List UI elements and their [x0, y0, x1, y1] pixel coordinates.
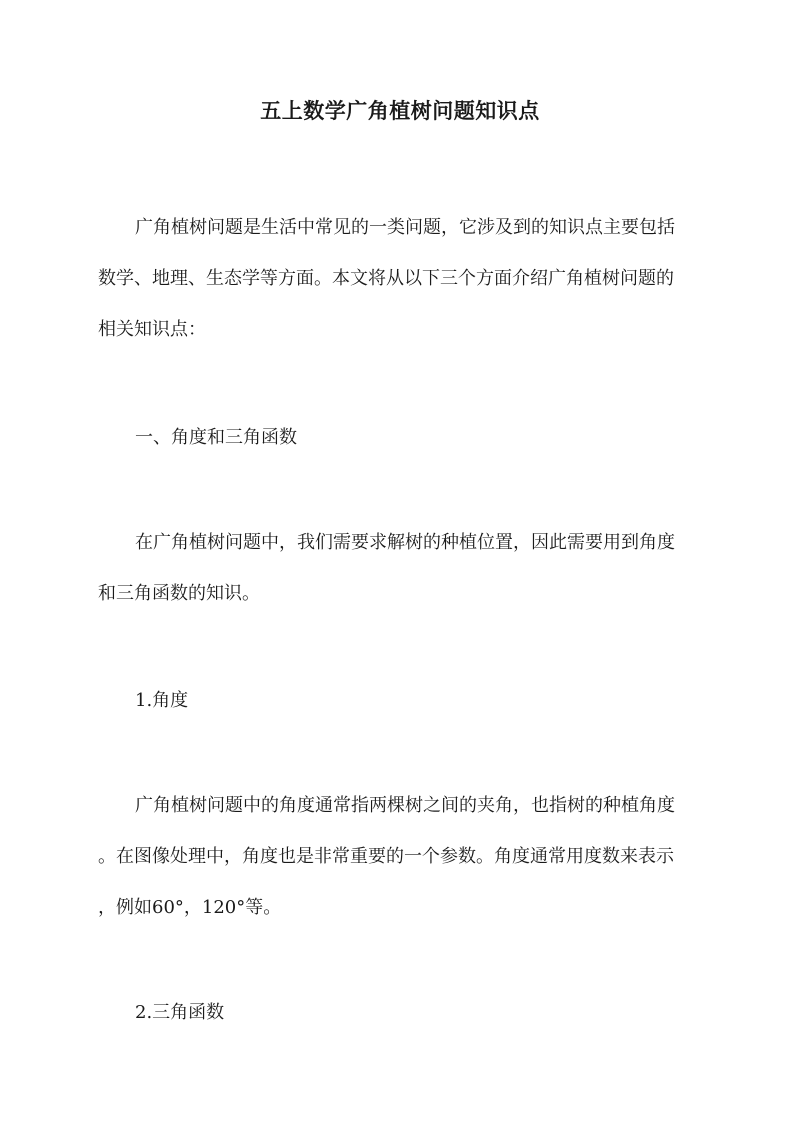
angle-line-3: ，例如60°，120°等。	[98, 897, 282, 918]
intro-line-2: 数学、地理、生态学等方面。本文将从以下三个方面介绍广角植树问题的	[98, 268, 674, 289]
subheading-trig-functions: 2.三角函数	[135, 1002, 225, 1023]
document-title: 五上数学广角植树问题知识点	[260, 98, 540, 123]
intro-line-1: 广角植树问题是生活中常见的一类问题，它涉及到的知识点主要包括	[135, 217, 675, 238]
section1-line-1: 在广角植树问题中，我们需要求解树的种植位置，因此需要用到角度	[135, 532, 675, 553]
subheading-angle: 1.角度	[135, 690, 189, 711]
section-heading-angles-trig: 一、角度和三角函数	[135, 427, 297, 448]
angle-line-1: 广角植树问题中的角度通常指两棵树之间的夹角，也指树的种植角度	[135, 795, 675, 816]
angle-line-2: 。在图像处理中，角度也是非常重要的一个参数。角度通常用度数来表示	[98, 846, 674, 867]
section1-line-2: 和三角函数的知识。	[98, 583, 260, 604]
intro-line-3: 相关知识点：	[98, 319, 206, 340]
